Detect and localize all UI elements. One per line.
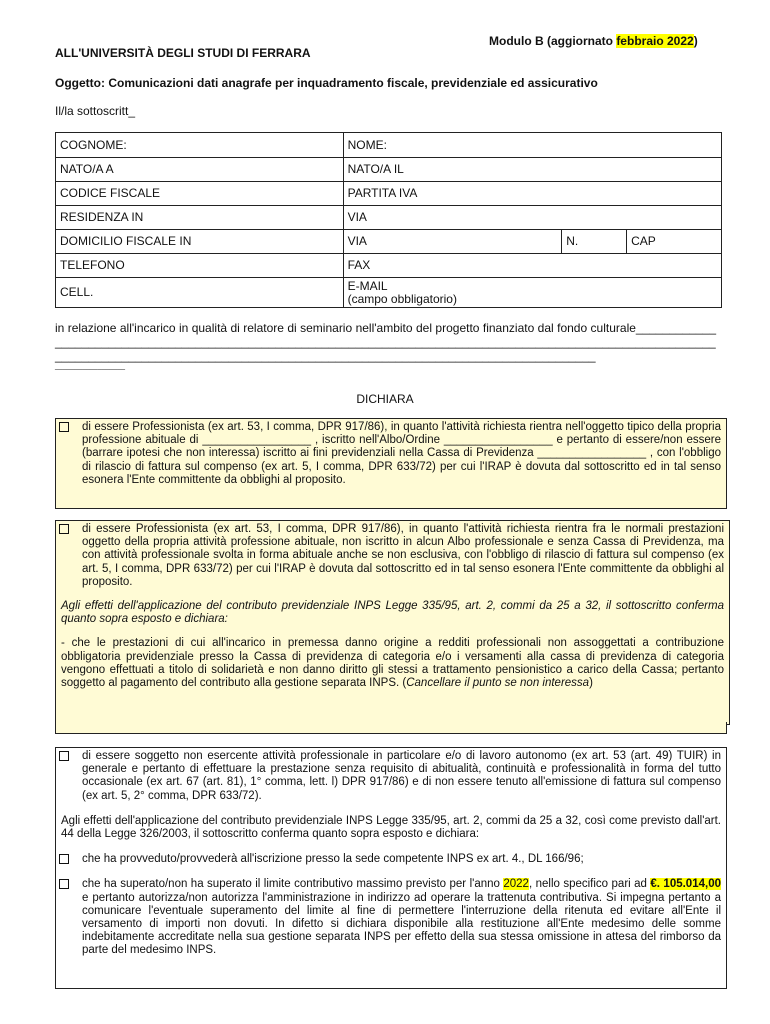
option-professional-no-register-item: di essere Professionista (ex art. 53, I comma, DPR 917/86), in quanto l'attività richiesta rientra fra le normali prestazioni oggetto della propria attività professione abituale, non iscritto in alcun Albo professionale e senza Cassa di Previdenza, ma con attività professionale svolta in forma abituale anche se non esclusiva, con l'obbligo di rilascio di fattura sul compenso (ex art. 5, I comma, DPR 633/72) per cui l'IRAP è dovuta dal sottoscritto ed in tal senso esonera l'Ente committente da obblighi al proposito.: [56, 523, 724, 589]
residenza-field[interactable]: RESIDENZA IN: [56, 206, 344, 230]
personal-data-table: [55, 132, 722, 308]
option-box-occasional: [55, 747, 727, 989]
inps-declaration: - che le prestazioni di cui all'incarico in premessa danno origine a redditi professionali non assoggettati a contribuzione obbligatoria previdenziale presso la Cassa di previdenza di categoria e/o i versamenti alla cassa di previdenza di categoria vengono effettuati a titolo di solidarietà e non danno diritto gli stessi a trattamento pensionistico a carico della Cassa; pertanto soggetto al pagamento del contributo alla gestione separata INPS. (Cancellare il punto se non interessa): [61, 637, 724, 690]
option-box-professional: [55, 418, 727, 509]
inps-registration-item: che ha provveduto/provvederà all'iscrizione presso la sede competente INPS ex art. 4., DL 166/96;: [56, 853, 721, 866]
cap-field[interactable]: CAP: [627, 230, 722, 254]
nato-a-field[interactable]: NATO/A A: [56, 158, 344, 182]
partita-iva-field[interactable]: PARTITA IVA: [343, 182, 721, 206]
checkbox-icon[interactable]: [59, 854, 69, 864]
checkbox-icon[interactable]: [59, 524, 69, 534]
option-occasional-item: di essere soggetto non esercente attività professionale in particolare e/o di lavoro autonomo (ex art. 53 (art. 49) TUIR) in generale e pertanto di effettuare la prestazione senza requisito di abitualità, continuità e professionalità in forma del tutto occasionale (ex art. 67 (art. 81), 1° comma, lett. l) DPR 917/86) e di non essere tenuto all'emissione di fattura sul compenso (ex art. 5, 2° comma, DPR 633/72).: [56, 750, 721, 803]
occasional-inps-note: Agli effetti dell'applicazione del contributo previdenziale INPS Legge 335/95, art. 2, commi da 25 a 32, così come previsto dall'art. 44 della Legge 326/2003, il sottoscritto conferma quanto sopra esposto e dichiara:: [61, 814, 721, 841]
version-date: febbraio 2022: [616, 34, 694, 48]
option-professional-item: di essere Professionista (ex art. 53, I comma, DPR 917/86), in quanto l'attività richiesta rientra nell'oggetto tipico della propria professione abituale di _________________ , iscritto nell'Albo/Ordine _________________ e pertanto di essere/non essere (barrare ipotesi che non interessa) iscritto ai fini previdenziali nella Cassa di Previdenza _________________ , con l'obbligo di rilascio di fattura sul compenso (ex art. 5, I comma, DPR 633/72) per cui l'IRAP è dovuta dal sottoscritto ed in tal senso esonera l'Ente committente da obblighi al proposito.: [56, 421, 721, 487]
checkbox-icon[interactable]: [59, 422, 69, 432]
inps-note: Agli effetti dell'applicazione del contributo previdenziale INPS Legge 335/95, art. 2, commi da 25 a 32, il sottoscritto conferma quanto sopra esposto e dichiara:: [61, 600, 724, 626]
cell-field[interactable]: CELL.: [56, 278, 344, 308]
checkbox-icon[interactable]: [59, 751, 69, 761]
nome-field[interactable]: NOME:: [343, 133, 721, 158]
subject-line: Oggetto: Comunicazioni dati anagrafe per inquadramento fiscale, previdenziale ed assicurativo: [55, 76, 598, 90]
email-field[interactable]: E-MAIL (campo obbligatorio): [343, 278, 721, 308]
option-box-gap: [55, 722, 727, 734]
declares-heading: DICHIARA: [356, 392, 414, 406]
limit-amount: €. 105.014,00: [650, 878, 721, 891]
codice-fiscale-field[interactable]: CODICE FISCALE: [56, 182, 344, 206]
telefono-field[interactable]: TELEFONO: [56, 254, 344, 278]
signatory-line: Il/la sottoscritt_: [55, 104, 136, 118]
cognome-field[interactable]: COGNOME:: [56, 133, 344, 158]
assignment-paragraph: in relazione all'incarico in qualità di relatore di seminario nell'ambito del progetto finanziato dal fondo culturale________________________________________________________________________________________________________________________________________________________________________________________________ __________________: [55, 321, 716, 370]
numero-field[interactable]: N.: [562, 230, 627, 254]
nato-il-field[interactable]: NATO/A IL: [343, 158, 721, 182]
form-version: Modulo B (aggiornato febbraio 2022): [489, 34, 698, 48]
option-box-professional-no-register: [55, 520, 730, 725]
limit-year: 2022: [503, 878, 529, 891]
domicilio-field[interactable]: DOMICILIO FISCALE IN: [56, 230, 344, 254]
fax-field[interactable]: FAX: [343, 254, 721, 278]
checkbox-icon[interactable]: [59, 879, 69, 889]
domicilio-via-field[interactable]: VIA: [343, 230, 562, 254]
via-field[interactable]: VIA: [343, 206, 721, 230]
addressee: ALL'UNIVERSITÀ DEGLI STUDI DI FERRARA: [55, 46, 311, 60]
contribution-limit-item: che ha superato/non ha superato il limite contributivo massimo previsto per l'anno 2022, nello specifico pari ad €. 105.014,00 e pertanto autorizza/non autorizza l'amministrazione in indirizzo ad operare la trattenuta contributiva. Si impegna pertanto a comunicare l'eventuale superamento del limite al fine di permettere l'interruzione della ritenuta ed evitare all'Ente il versamento di importi non dovuti. In difetto si dichiara disponibile alla restituzione all'Ente medesimo delle somme indebitamente accreditate nella sua gestione separata INPS per effetto della sua stessa omissione in attesa del rimborso da parte del medesimo INPS.: [56, 878, 721, 957]
